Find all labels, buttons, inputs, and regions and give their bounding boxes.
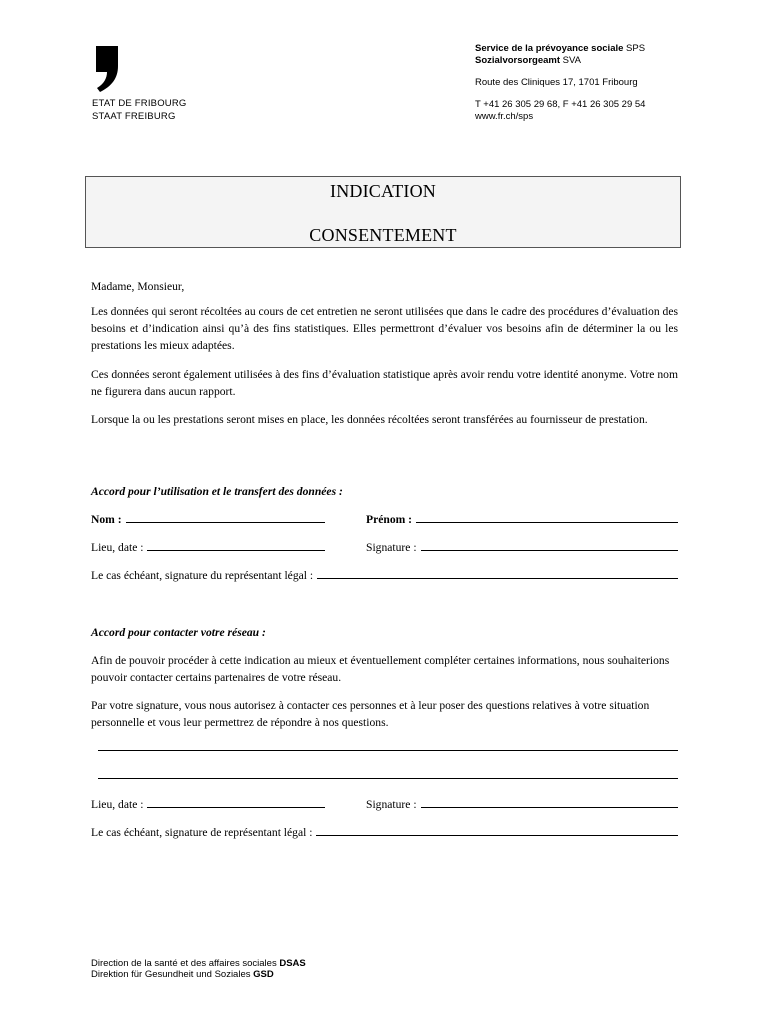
- nom-field[interactable]: [91, 512, 325, 526]
- signature-input-line[interactable]: [421, 540, 678, 551]
- lieu-date-field-1[interactable]: [91, 540, 325, 554]
- prenom-label: Prénom :: [366, 513, 413, 526]
- greeting: Madame, Monsieur,: [91, 280, 185, 293]
- service-phone-fax: T +41 26 305 29 68, F +41 26 305 29 54: [475, 99, 646, 110]
- intro-paragraph-1: Les données qui seront récoltées au cours de cet entretien ne seront utilisées que dans le cadre des procédures d’évaluation des besoins et d’indication ainsi qu’à des fins statistiques. Elles permettront d’évaluer vos besoins afin de déterminer la ou les prestations les mieux adaptées.: [91, 305, 678, 352]
- service-address: Route des Cliniques 17, 1701 Fribourg: [475, 77, 638, 88]
- canton-name-de: STAAT FREIBURG: [92, 111, 176, 122]
- title-consentement: CONSENTEMENT: [309, 225, 457, 245]
- legal-representative-input-line[interactable]: [317, 568, 678, 579]
- footer-directorate-fr: Direction de la santé et des affaires sociales DSAS: [91, 958, 306, 969]
- legal-representative-field-2[interactable]: [91, 825, 678, 839]
- section-network-consent-title: Accord pour contacter votre réseau :: [91, 626, 266, 639]
- title-box: [85, 176, 681, 248]
- lieu-date-input-line[interactable]: [147, 540, 325, 551]
- footer-directorate-de: Direktion für Gesundheit und Soziales GSD: [91, 969, 274, 980]
- lieu-date-input-line[interactable]: [147, 797, 325, 808]
- intro-paragraph-3: Lorsque la ou les prestations seront mises en place, les données récoltées seront transférées au fournisseur de prestation.: [91, 413, 648, 426]
- legal-representative-field-1[interactable]: [91, 568, 678, 582]
- legal-representative-label: Le cas échéant, signature de représentant légal :: [91, 826, 313, 839]
- signature-input-line[interactable]: [421, 797, 678, 808]
- legal-representative-label: Le cas échéant, signature du représentant légal :: [91, 569, 314, 582]
- lieu-date-label: Lieu, date :: [91, 798, 144, 811]
- service-name-de: Sozialvorsorgeamt SVA: [475, 55, 581, 66]
- network-contact-line-2[interactable]: [98, 778, 678, 779]
- lieu-date-field-2[interactable]: [91, 797, 325, 811]
- title-indication: INDICATION: [330, 181, 436, 201]
- signature-field-2[interactable]: [366, 797, 678, 811]
- service-website[interactable]: www.fr.ch/sps: [475, 111, 534, 122]
- service-name-fr: Service de la prévoyance sociale SPS: [475, 43, 646, 54]
- network-paragraph-1: Afin de pouvoir procéder à cette indication au mieux et éventuellement compléter certaines informations, nous souhaiterions pouvoir contacter certains partenaires de votre réseau.: [91, 654, 670, 684]
- comma-logo-icon: [92, 46, 122, 92]
- network-paragraph-2: Par votre signature, vous nous autorisez à contacter ces personnes et à leur poser des questions relatives à votre situation personnelle et vous leur permettrez de répondre à nos questions.: [91, 699, 650, 729]
- signature-field-1[interactable]: [366, 540, 678, 554]
- intro-paragraph-2: Ces données seront également utilisées à des fins d’évaluation statistique après avoir rendu votre identité anonyme. Votre nom ne figurera dans aucun rapport.: [91, 368, 678, 398]
- prenom-input-line[interactable]: [416, 512, 678, 523]
- legal-representative-input-line[interactable]: [316, 825, 678, 836]
- signature-label: Signature :: [366, 541, 417, 554]
- nom-input-line[interactable]: [126, 512, 325, 523]
- section-data-consent-title: Accord pour l’utilisation et le transfert des données :: [91, 485, 343, 498]
- nom-label: Nom :: [91, 513, 122, 526]
- signature-label: Signature :: [366, 798, 417, 811]
- prenom-field[interactable]: [366, 512, 678, 526]
- lieu-date-label: Lieu, date :: [91, 541, 144, 554]
- canton-name-fr: ETAT DE FRIBOURG: [92, 98, 187, 109]
- network-contact-line-1[interactable]: [98, 750, 678, 751]
